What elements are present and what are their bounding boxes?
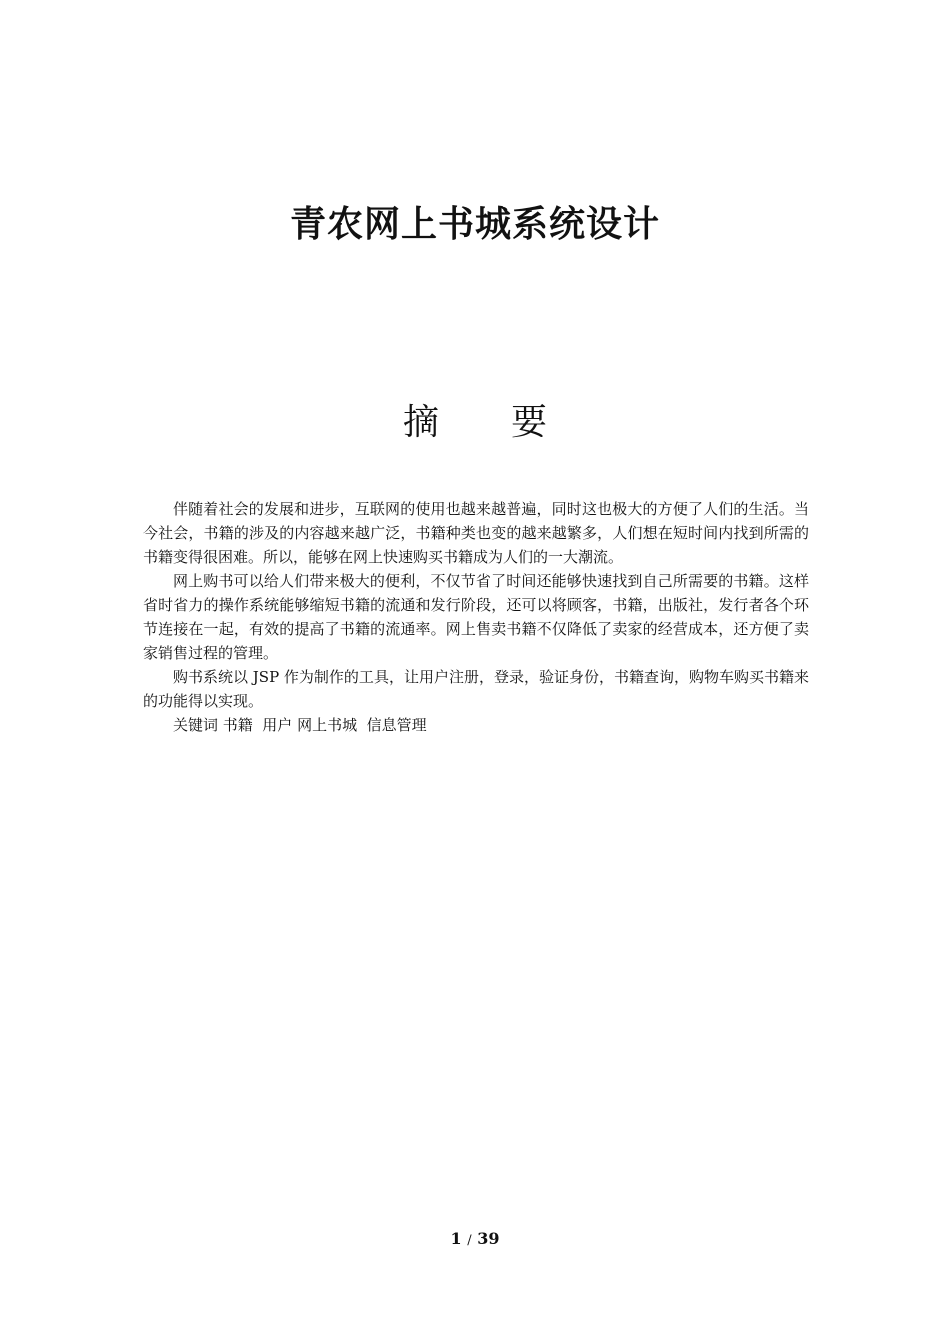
keywords-line: 关键词 书籍 用户 网上书城 信息管理 — [173, 716, 427, 734]
current-page: 1 — [450, 1229, 462, 1248]
page-separator: / — [467, 1233, 472, 1248]
abstract-heading — [0, 398, 950, 448]
abstract-paragraph-1: 伴随着社会的发展和进步，互联网的使用也越来越普遍，同时这也极大的方便了人们的生活。当今社会，书籍的涉及的内容越来越广泛，书籍种类也变的越来越繁多，人们想在短时间内找到所需的书籍变得很困难。所以，能够在网上快速购买书籍成为人们的一大潮流。 — [143, 500, 809, 566]
document-title: 青农网上书城系统设计 — [289, 203, 660, 245]
page-number — [0, 1227, 950, 1253]
abstract-paragraph-3: 购书系统以 JSP 作为制作的工具，让用户注册，登录，验证身份，书籍查询，购物车购买书籍来的功能得以实现。 — [143, 668, 809, 710]
abstract-paragraph-2: 网上购书可以给人们带来极大的便利，不仅节省了时间还能够快速找到自己所需要的书籍。这样省时省力的操作系统能够缩短书籍的流通和发行阶段，还可以将顾客，书籍，出版社，发行者各个环节连接在一起，有效的提高了书籍的流通率。网上售卖书籍不仅降低了卖家的经营成本，还方便了卖家销售过程的管理。 — [143, 572, 809, 662]
abstract-heading-right: 要 — [511, 402, 548, 443]
total-pages: 39 — [477, 1229, 500, 1248]
abstract-heading-left: 摘 — [402, 402, 439, 443]
abstract-body — [143, 497, 809, 737]
